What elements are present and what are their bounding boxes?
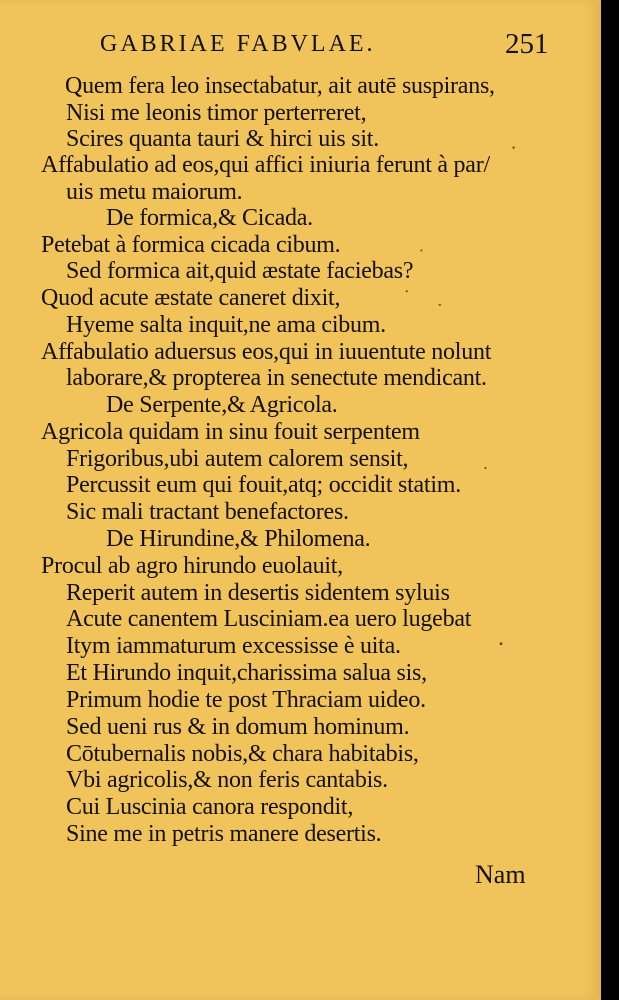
- section-title-serpente: De Serpente,& Agricola.: [106, 392, 338, 418]
- text-line-17: Sic mali tractant benefactores.: [66, 499, 349, 525]
- text-line-8: Sed formica ait,quid æstate faciebas?: [66, 258, 414, 284]
- speck-3: [420, 249, 422, 251]
- speck-6: [484, 467, 486, 469]
- text-line-20: Reperit autem in desertis sidentem syluis: [66, 580, 450, 606]
- catchword: Nam: [475, 860, 526, 889]
- text-line-11: Affabulatio aduersus eos,qui in iuuentute nolunt: [41, 339, 492, 365]
- text-line-12: laborare,& propterea in senectute mendicant.: [66, 365, 487, 391]
- text-line-16: Percussit eum qui fouit,atq; occidit statim.: [66, 472, 461, 498]
- text-line-3: Scires quanta tauri & hirci uis sit.: [66, 126, 379, 152]
- text-line-4: Affabulatio ad eos,qui affici iniuria ferunt à par/: [41, 152, 490, 178]
- section-title-formica: De formica,& Cicada.: [106, 205, 313, 231]
- text-line-25: Sed ueni rus & in domum hominum.: [66, 714, 410, 740]
- text-line-2: Nisi me leonis timor perterreret,: [66, 100, 367, 126]
- text-line-5: uis metu maiorum.: [66, 179, 243, 205]
- section-title-hirundine: De Hirundine,& Philomena.: [106, 526, 371, 552]
- text-line-27: Vbi agricolis,& non feris cantabis.: [66, 767, 388, 793]
- text-line-22: Itym iammaturum excessisse è uita.: [66, 633, 401, 659]
- page-number: 251: [505, 28, 549, 60]
- text-line-19: Procul ab agro hirundo euolauit,: [41, 553, 343, 579]
- text-line-7: Petebat à formica cicada cibum.: [41, 232, 341, 258]
- text-line-14: Agricola quidam in sinu fouit serpentem: [41, 419, 420, 445]
- text-line-9: Quod acute æstate caneret dixit,: [41, 285, 341, 311]
- speck-4: [500, 642, 503, 645]
- speck-1: [512, 146, 515, 149]
- text-line-15: Frigoribus,ubi autem calorem sensit,: [66, 446, 409, 472]
- text-line-1: Quem fera leo insectabatur, ait autē suspirans,: [65, 73, 495, 99]
- speck-5: [406, 290, 408, 292]
- text-line-21: Acute canentem Lusciniam.ea uero lugebat: [66, 606, 472, 632]
- text-line-26: Cōtubernalis nobis,& chara habitabis,: [66, 741, 419, 767]
- text-line-28: Cui Luscinia canora respondit,: [66, 794, 354, 820]
- text-line-29: Sine me in petris manere desertis.: [66, 821, 382, 847]
- speck-2: [439, 304, 441, 306]
- text-line-10: Hyeme salta inquit,ne ama cibum.: [66, 312, 386, 338]
- text-line-23: Et Hirundo inquit,charissima salua sis,: [66, 660, 427, 686]
- text-line-24: Primum hodie te post Thraciam uideo.: [66, 687, 426, 713]
- running-header: GABRIAE FABVLAE.: [100, 31, 376, 57]
